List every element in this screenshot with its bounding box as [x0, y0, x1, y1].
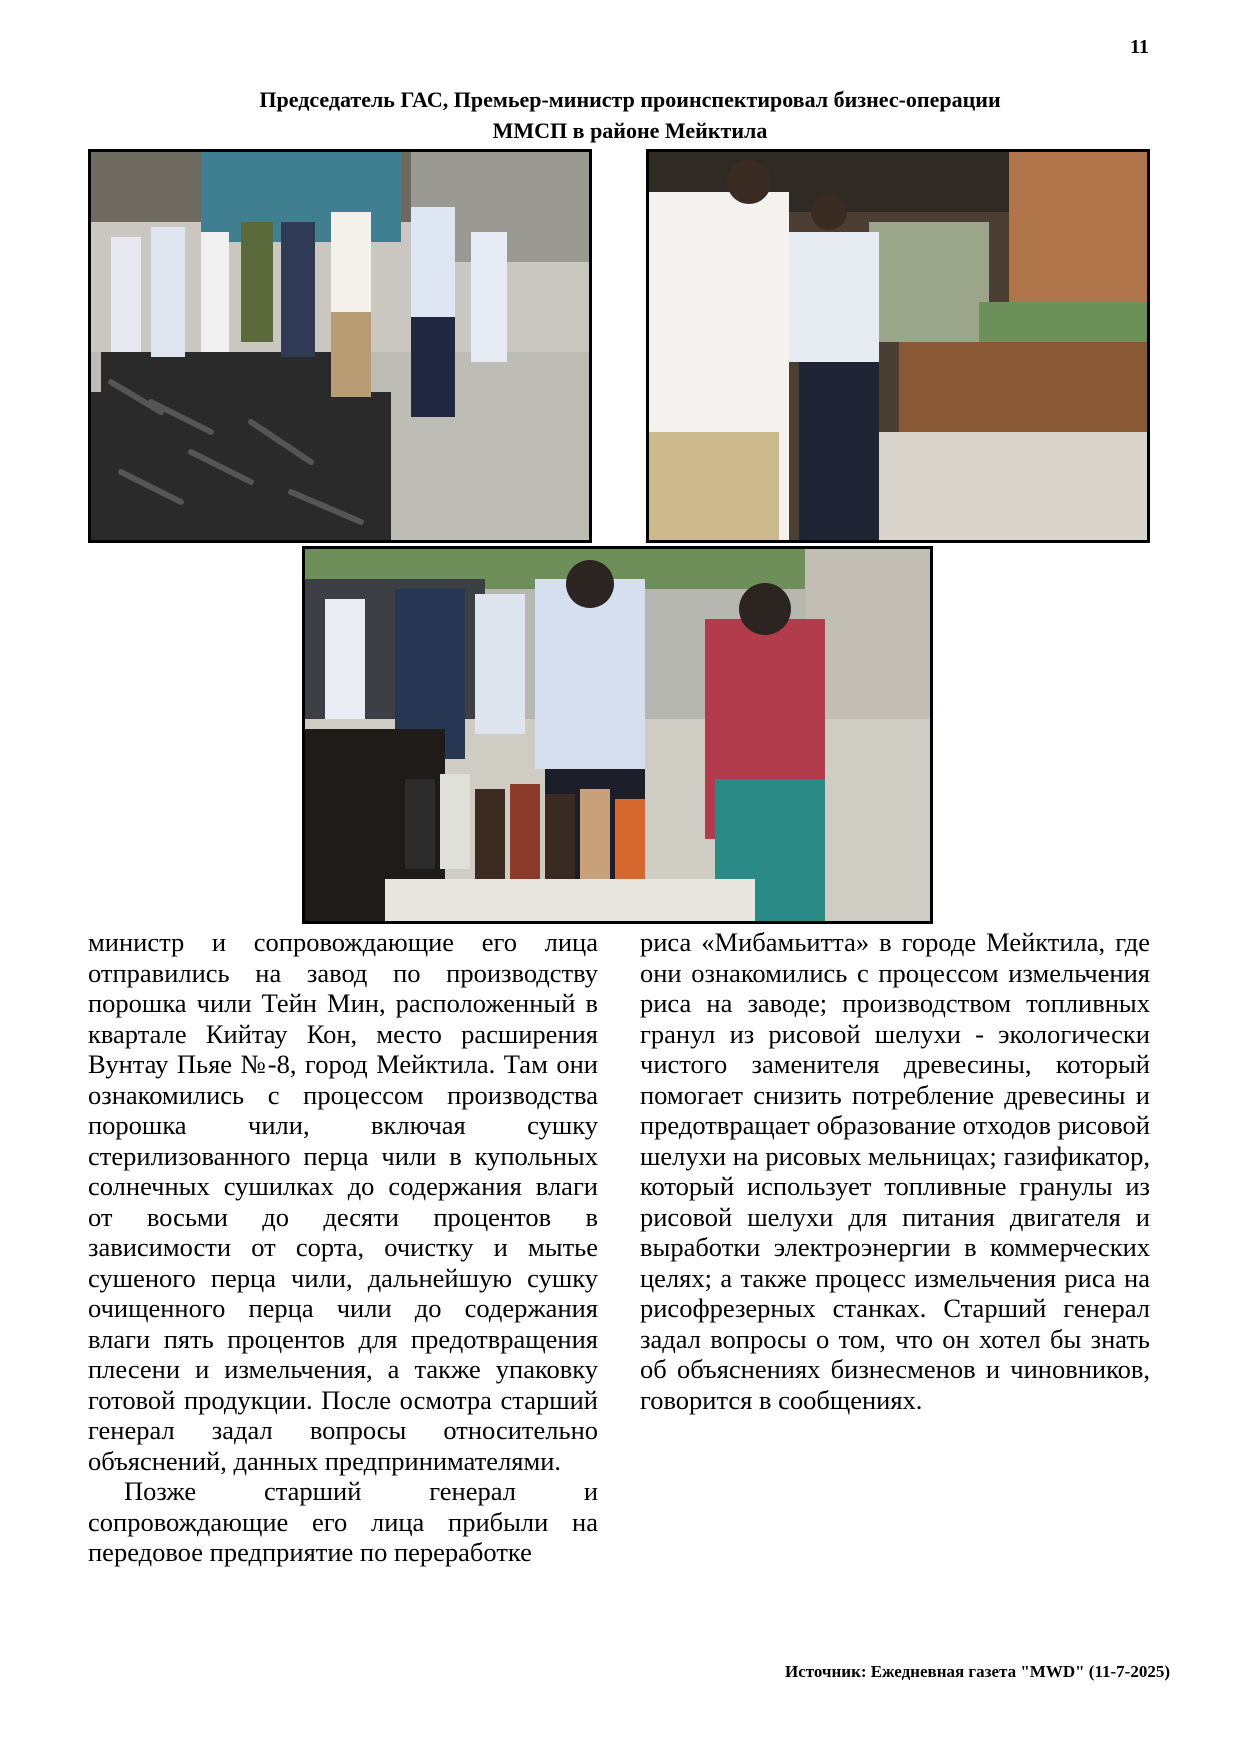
- article-paragraph: министр и сопровождающие его лица отправились на завод по производству порошка чили Тейн Мин, расположенный в квартале Кийтау Кон, место расширения Вунтау Пьяе №-8, город Мейктила. Там они ознакомились с процессом производства порошка чили, включая сушку стерилизованного перца чили в купольных солнечных сушилках до содержания влаги от восьми до десяти процентов в зависимости от сорта, очистку и мытье сушеного перца чили, дальнейшую сушку очищенного перца чили до содержания влаги пять процентов для предотвращения плесени и измельчения, а также упаковку готовой продукции. После осмотра старший генерал задал вопросы относительно объяснений, данных предпринимателями.: [88, 927, 598, 1476]
- article-column-left: [88, 927, 598, 1568]
- photo-rice-husk-machine: [646, 149, 1150, 543]
- photo-briquette-factory: [88, 149, 592, 543]
- headline-line-2: ММСП в районе Мейктила: [492, 118, 768, 143]
- article-paragraph: Позже старший генерал и сопровождающие его лица прибыли на передовое предприятие по переработке: [88, 1476, 598, 1567]
- headline-line-1: Председатель ГАС, Премьер-министр проинспектировал бизнес-операции: [259, 87, 1001, 112]
- photo-product-display: [302, 546, 933, 924]
- source-credit: Источник: Ежедневная газета "MWD" (11-7-2025): [784, 1662, 1170, 1681]
- article-paragraph: риса «Мибамьитта» в городе Мейктила, где они ознакомились с процессом измельчения риса на заводе; производством топливных гранул из рисовой шелухи - экологически чистого заменителя древесины, который помогает снизить потребление древесины и предотвращает образование отходов рисовой шелухи на рисовых мельницах; газификатор, который использует топливные гранулы из рисовой шелухи для питания двигателя и выработки электроэнергии в коммерческих целях; а также процесс измельчения риса на рисофрезерных станках. Старший генерал задал вопросы о том, что он хотел бы знать об объяснениях бизнесменов и чиновников, говорится в сообщениях.: [640, 927, 1150, 1415]
- article-headline: [150, 84, 1110, 146]
- page-number: 11: [1130, 36, 1149, 58]
- article-column-right: [640, 927, 1150, 1415]
